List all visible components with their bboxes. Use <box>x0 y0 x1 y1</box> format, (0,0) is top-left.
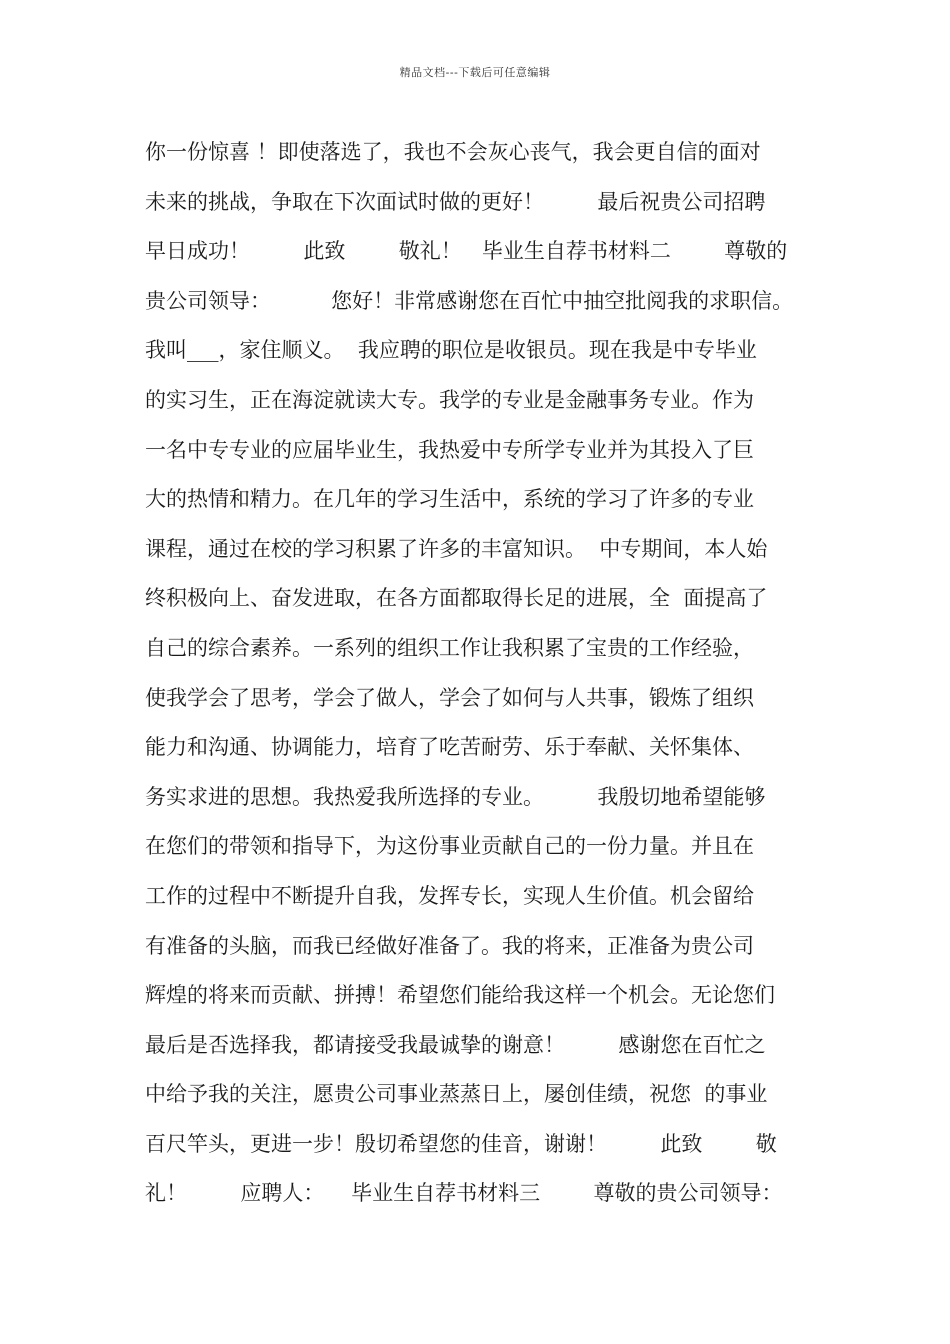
text-line: 我叫___，家住顺义。 我应聘的职位是收银员。现在我是中专毕业 <box>145 338 757 363</box>
text-line: 百尺竿头，更进一步！殷切希望您的佳音，谢谢！ 此致 敬 <box>145 1131 777 1156</box>
text-line: 最后是否选择我，都请接受我最诚挚的谢意！ 感谢您在百忙之 <box>145 1032 766 1057</box>
text-line: 有准备的头脑，而我已经做好准备了。我的将来，正准备为贵公司 <box>145 933 754 958</box>
text-line: 课程，通过在校的学习积累了许多的丰富知识。 中专期间，本人始 <box>145 536 768 561</box>
text-line: 终积极向上、奋发进取，在各方面都取得长足的进展，全 面提高了 <box>145 586 768 611</box>
text-line: 你一份惊喜 ！即使落选了，我也不会灰心丧气，我会更自信的面对 <box>145 140 761 164</box>
text-line: 辉煌的将来而贡献、拼搏！希望您们能给我这样一个机会。无论您们 <box>145 983 775 1008</box>
text-line: 工作的过程中不断提升自我，发挥专长，实现人生价值。机会留给 <box>145 883 754 908</box>
document-body <box>145 132 815 1223</box>
text-line: 自己的综合素养。一系列的组织工作让我积累了宝贵的工作经验， <box>145 635 754 660</box>
text-line: 的实习生，正在海淀就读大专。我学的专业是金融事务专业。作为 <box>145 387 754 412</box>
text-line: 能力和沟通、协调能力，培育了吃苦耐劳、乐于奉献、关怀集体、 <box>145 735 754 760</box>
text-line: 务实求进的思想。我热爱我所选择的专业。 我殷切地希望能够 <box>145 784 766 809</box>
page-header: 精品文档---下载后可任意编辑 <box>399 66 551 79</box>
text-line: 一名中专专业的应届毕业生，我热爱中专所学专业并为其投入了巨 <box>145 437 754 462</box>
text-line: 使我学会了思考，学会了做人，学会了如何与人共事，锻炼了组织 <box>145 685 754 710</box>
text-line: 礼！ 应聘人： 毕业生自荐书材料三 尊敬的贵公司领导： <box>145 1181 783 1206</box>
text-line: 在您们的带领和指导下，为这份事业贡献自己的一份力量。并且在 <box>145 834 754 859</box>
text-line: 贵公司领导： 您好！非常感谢您在百忙中抽空批阅我的求职信。 <box>145 288 794 313</box>
text-line: 未来的挑战，争取在下次面试时做的更好！ 最后祝贵公司招聘 <box>145 189 766 214</box>
text-line: 早日成功！ 此致 敬礼！ 毕业生自荐书材料二 尊敬的 <box>145 239 788 264</box>
text-line: 大的热情和精力。在几年的学习生活中，系统的学习了许多的专业 <box>145 487 754 512</box>
text-line: 中给予我的关注，愿贵公司事业蒸蒸日上，屡创佳绩，祝您 的事业 <box>145 1082 768 1107</box>
